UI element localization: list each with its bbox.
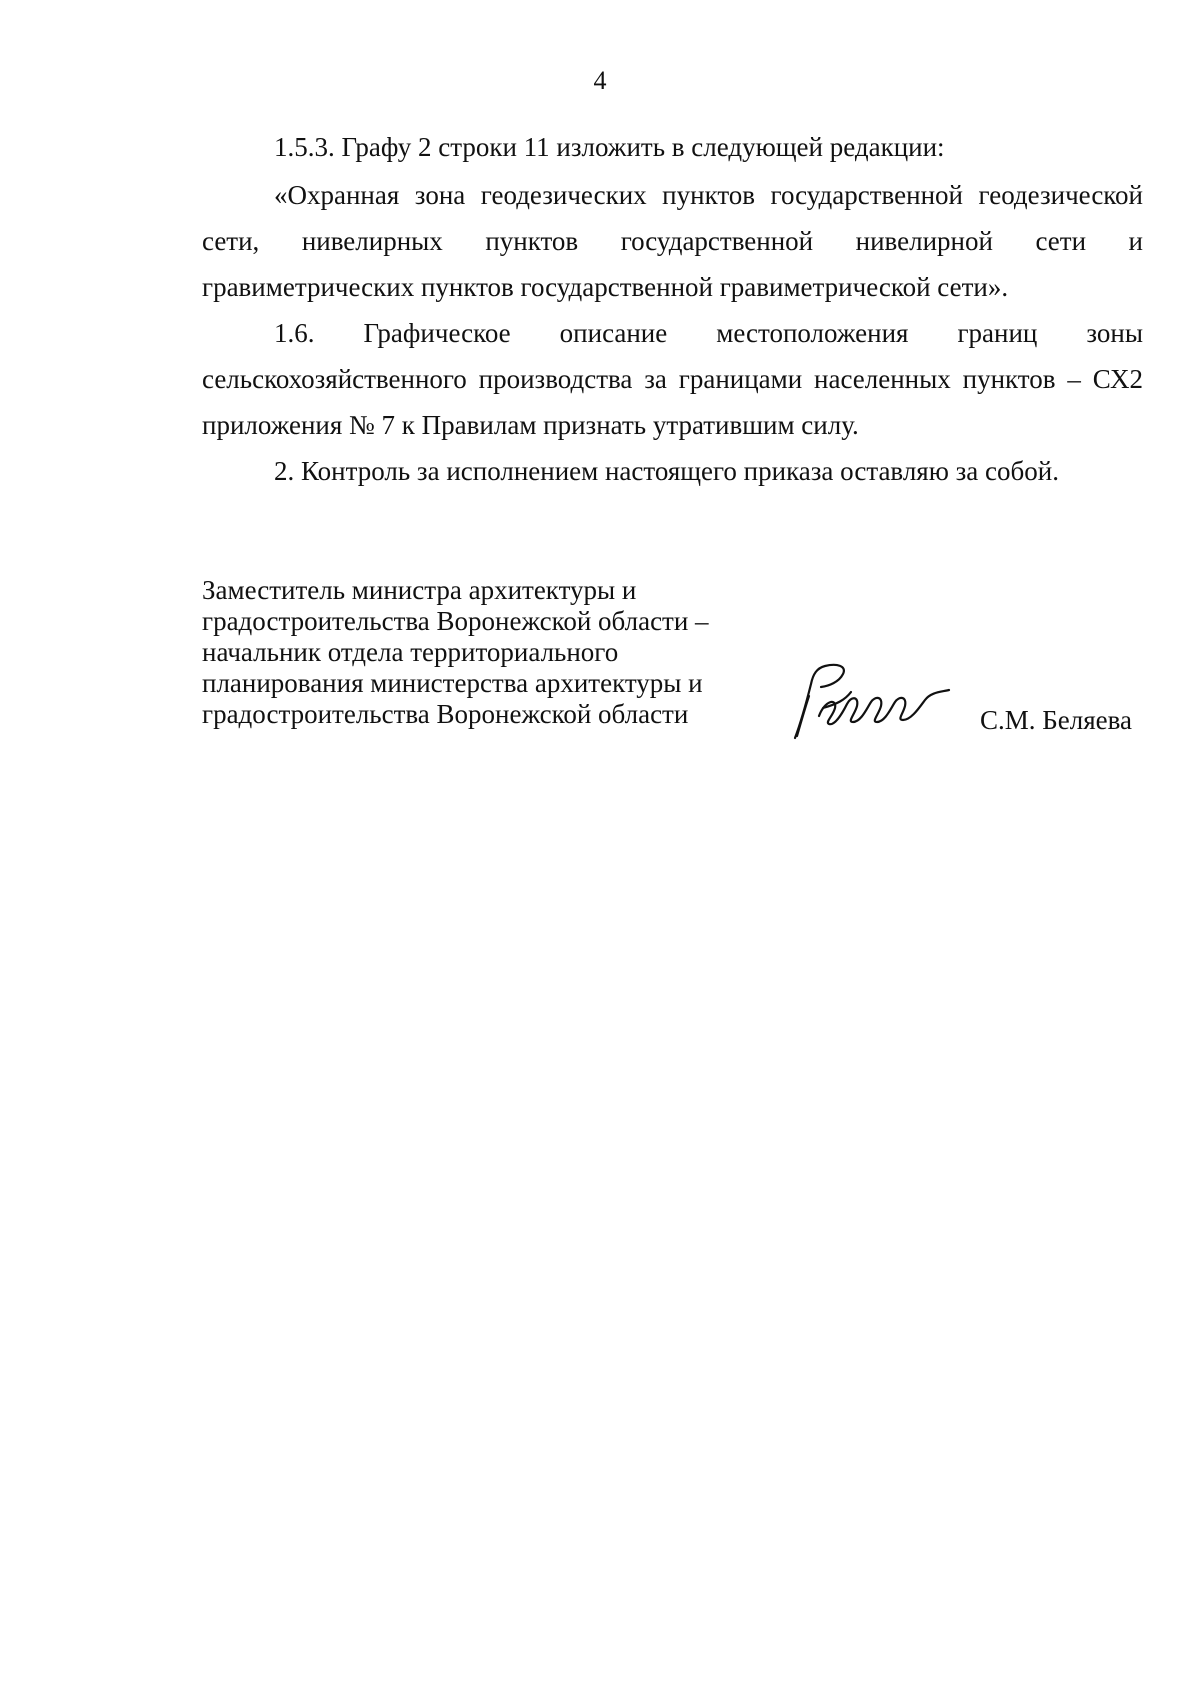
position-line: планирования министерства архитектуры и [202, 668, 703, 698]
paragraph-quoted-zone: «Охранная зона геодезических пунктов государственной геодезической сети, нивелирных пунктов государственной нивелирной сети и гравиметрических пунктов государственной гравиметрической сети». [202, 180, 1143, 302]
paragraph-1-5-3: 1.5.3. Графу 2 строки 11 изложить в следующей редакции: [274, 132, 945, 162]
signer-name: С.М. Беляева [980, 705, 1133, 735]
page-number: 4 [593, 66, 607, 95]
signatory-position [202, 575, 762, 730]
position-line: Заместитель министра архитектуры и [202, 575, 637, 605]
position-line: градостроительства Воронежской области [202, 699, 689, 729]
paragraph-2-control: 2. Контроль за исполнением настоящего приказа оставляю за собой. [274, 456, 1059, 486]
paragraph-1-6: 1.6. Графическое описание местоположения границ зоны сельскохозяйственного производства за границами населенных пунктов – СХ2 приложения № 7 к Правилам признать утратившим силу. [202, 318, 1143, 440]
position-line: начальник отдела территориального [202, 637, 619, 667]
document-body [202, 124, 1143, 494]
handwritten-signature [785, 660, 960, 742]
position-line: градостроительства Воронежской области – [202, 606, 709, 636]
